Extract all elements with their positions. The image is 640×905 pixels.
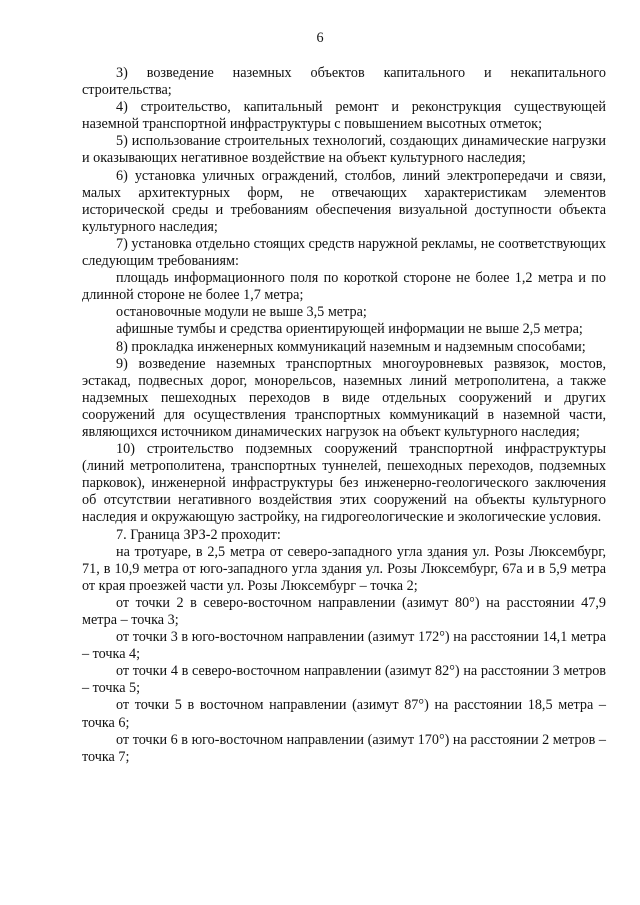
- paragraph-item-3: 3) возведение наземных объектов капитального и некапитального строительства;: [82, 65, 606, 99]
- page-number: 6: [316, 30, 324, 46]
- paragraph-item-6: 6) установка уличных ограждений, столбов, линий электропередачи и связи, малых архитектурных форм, не отвечающих характеристикам элементов исторической среды и требованиям обеспечения визуальной доступности объекта культурного наследия;: [82, 167, 606, 235]
- paragraph-item-8: 8) прокладка инженерных коммуникаций наземным и надземным способами;: [116, 338, 586, 355]
- paragraph-point-7: от точки 6 в юго-восточном направлении (азимут 170°) на расстоянии 2 метров – точка 7;: [82, 731, 606, 765]
- paragraph-requirement-stops: остановочные модули не выше 3,5 метра;: [116, 304, 367, 321]
- paragraph-item-10: 10) строительство подземных сооружений транспортной инфраструктуры (линий метрополитена, транспортных туннелей, пешеходных переходов, подземных парковок), инженерной инфраструктуры без инженерно-геологического заключения об отсутствии негативного воздействия этих сооружений на объекты культурного наследия и окружающую застройку, на гидрогеологические и экологические условия.: [82, 441, 606, 526]
- paragraph-item-9: 9) возведение наземных транспортных многоуровневых развязок, мостов, эстакад, подвесных дорог, монорельсов, наземных линий метрополитена, а также надземных пешеходных переходов в виде отдельных сооружений и других сооружений для осуществления транспортных коммуникаций в наземной части, являющихся источником динамических нагрузок на объект культурного наследия;: [82, 355, 606, 440]
- paragraph-item-4: 4) строительство, капитальный ремонт и реконструкция существующей наземной транспортной инфраструктуры с повышением высотных отметок;: [82, 99, 606, 133]
- section-heading-zrz2: 7. Граница ЗРЗ-2 проходит:: [116, 526, 281, 543]
- paragraph-item-5: 5) использование строительных технологий, создающих динамические нагрузки и оказывающих негативное воздействие на объект культурного наследия;: [82, 133, 606, 167]
- paragraph-item-7: 7) установка отдельно стоящих средств наружной рекламы, не соответствующих следующим требованиям:: [82, 235, 606, 270]
- paragraph-point-2: на тротуаре, в 2,5 метра от северо-западного угла здания ул. Розы Люксембург, 71, в 10,9 метра от юго-западного угла здания ул. Розы Люксембург, 67а и в 5,9 метра от края проезжей части ул. Розы Люксембург – точка 2;: [82, 543, 606, 594]
- document-body: [82, 65, 606, 766]
- paragraph-point-4: от точки 3 в юго-восточном направлении (азимут 172°) на расстоянии 14,1 метра – точка 4;: [82, 629, 606, 663]
- paragraph-requirement-posters: афишные тумбы и средства ориентирующей информации не выше 2,5 метра;: [116, 321, 583, 338]
- paragraph-requirement-area: площадь информационного поля по короткой стороне не более 1,2 метра и по длинной стороне не более 1,7 метра;: [82, 270, 606, 304]
- paragraph-point-3: от точки 2 в северо-восточном направлении (азимут 80°) на расстоянии 47,9 метра – точка 3;: [82, 594, 606, 628]
- paragraph-point-5: от точки 4 в северо-восточном направлении (азимут 82°) на расстоянии 3 метров – точка 5;: [82, 663, 606, 697]
- paragraph-point-6: от точки 5 в восточном направлении (азимут 87°) на расстоянии 18,5 метра – точка 6;: [82, 697, 606, 731]
